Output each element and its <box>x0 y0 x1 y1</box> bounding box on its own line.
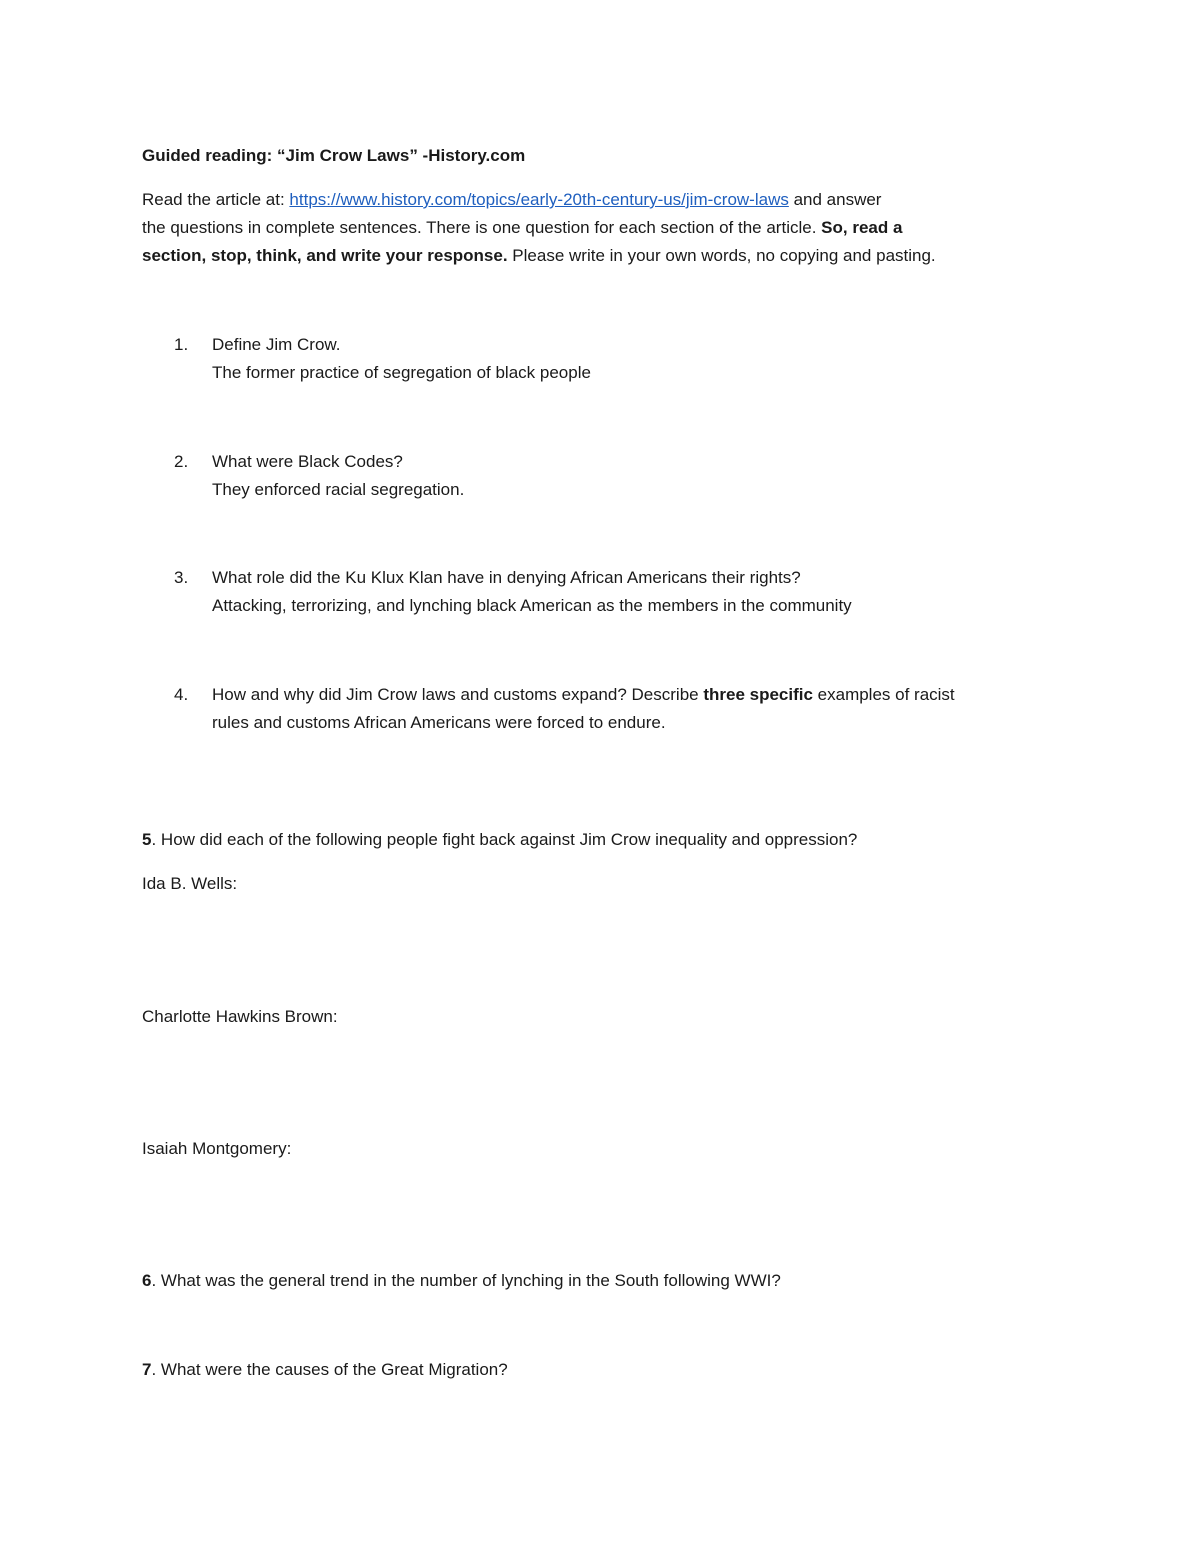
question-number: 2. <box>174 452 189 471</box>
person-label-isaiah-montgomery: Isaiah Montgomery: <box>142 1139 292 1158</box>
question-6 <box>142 1270 781 1292</box>
intro-text: Read the article at: <box>142 190 290 209</box>
answer-text: Attacking, terrorizing, and lynching black American as the members in the community <box>212 596 852 615</box>
intro-emphasis: So, read a <box>821 218 903 237</box>
intro-text: and answer <box>788 190 882 209</box>
intro-line-2 <box>142 217 902 239</box>
question-7 <box>142 1359 508 1381</box>
question-text: . What was the general trend in the number of lynching in the South following WWI? <box>151 1271 781 1290</box>
intro-emphasis: section, stop, think, and write your response. <box>142 246 508 265</box>
question-text: Define Jim Crow. <box>212 335 341 354</box>
question-text-part: examples of racist <box>812 685 955 704</box>
intro-text: the questions in complete sentences. There is one question for each section of the article. <box>142 218 822 237</box>
question-number: 1. <box>174 335 189 354</box>
question-number: 6 <box>142 1271 152 1290</box>
intro-text: Please write in your own words, no copying and pasting. <box>507 246 936 265</box>
question-text: . How did each of the following people fight back against Jim Crow inequality and oppression? <box>151 830 858 849</box>
question-text: . What were the causes of the Great Migration? <box>151 1360 508 1379</box>
question-5 <box>142 829 857 851</box>
question-number: 7 <box>142 1360 152 1379</box>
question-number: 3. <box>174 568 189 587</box>
question-text-part: How and why did Jim Crow laws and customs expand? Describe <box>212 685 704 704</box>
person-label-charlotte-hawkins-brown: Charlotte Hawkins Brown: <box>142 1007 338 1026</box>
intro-line-1 <box>142 189 881 211</box>
question-text <box>212 684 955 706</box>
page-title: Guided reading: “Jim Crow Laws” -History.com <box>142 146 526 165</box>
answer-text: The former practice of segregation of black people <box>212 363 591 382</box>
person-label-ida-b-wells: Ida B. Wells: <box>142 874 238 893</box>
article-link[interactable]: https://www.history.com/topics/early-20th-century-us/jim-crow-laws <box>289 190 789 209</box>
question-text: What role did the Ku Klux Klan have in denying African Americans their rights? <box>212 568 801 587</box>
question-emphasis: three specific <box>703 685 813 704</box>
answer-text: They enforced racial segregation. <box>212 480 465 499</box>
intro-line-3 <box>142 245 936 267</box>
question-text: What were Black Codes? <box>212 452 403 471</box>
question-text-line-2: rules and customs African Americans were forced to endure. <box>212 713 666 732</box>
question-number: 5 <box>142 830 152 849</box>
question-number: 4. <box>174 685 189 704</box>
